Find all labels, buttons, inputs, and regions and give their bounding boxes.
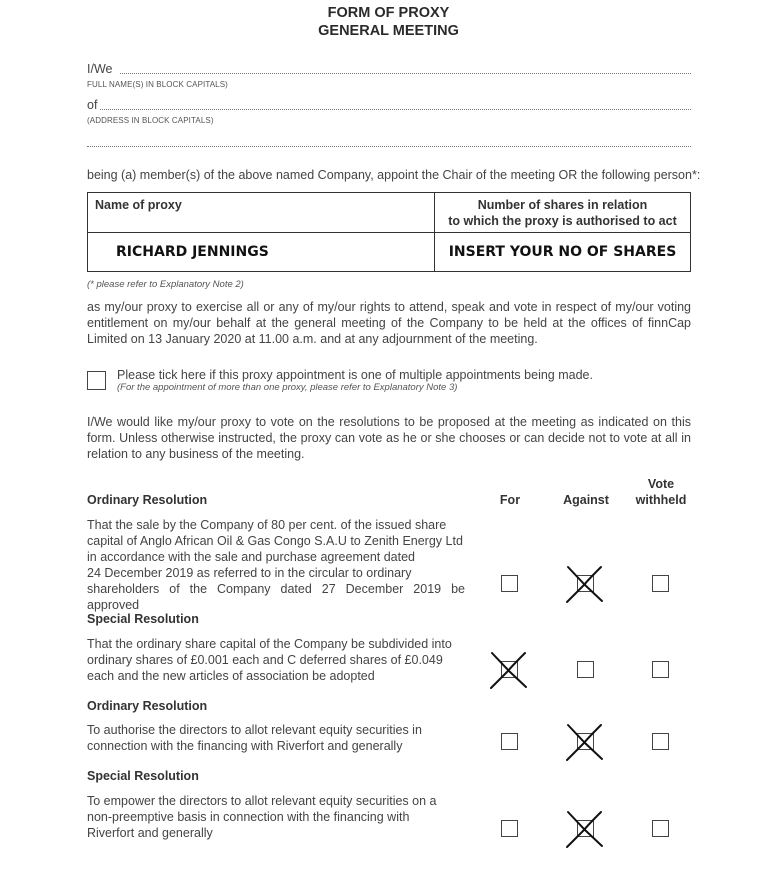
resolution-3-for-checkbox[interactable] xyxy=(501,733,518,750)
resolution-3-text xyxy=(87,722,465,754)
resolution-3-type: Ordinary Resolution xyxy=(87,699,208,713)
resolution-1-line-3: in accordance with the sale and purchase agreement dated xyxy=(87,550,415,564)
multiple-appointments-label: Please tick here if this proxy appointment is one of multiple appointments being made. xyxy=(117,368,593,382)
resolution-4-cross-mark xyxy=(563,809,607,849)
resolution-2-line-2: ordinary shares of £0.001 each and C deferred shares of £0.049 xyxy=(87,653,443,667)
multiple-appointments-note: (For the appointment of more than one proxy, please refer to Explanatory Note 3) xyxy=(117,382,458,393)
proxy-name-value[interactable]: RICHARD JENNINGS xyxy=(88,233,435,272)
address-field-line2[interactable] xyxy=(87,146,691,147)
resolution-3-cross-mark xyxy=(563,722,607,762)
shares-header-line1: Number of shares in relation xyxy=(477,198,648,212)
address-field[interactable] xyxy=(100,109,691,110)
resolution-1-line-2: capital of Anglo African Oil & Gas Congo S.A.U to Zenith Energy Ltd xyxy=(87,534,463,548)
name-field[interactable] xyxy=(120,73,691,74)
shares-value[interactable]: INSERT YOUR NO OF SHARES xyxy=(435,233,691,272)
resolution-1-for-checkbox[interactable] xyxy=(501,575,518,592)
name-hint: FULL NAME(S) IN BLOCK CAPITALS) xyxy=(87,80,228,89)
withheld-column-header-line2: withheld xyxy=(635,493,687,507)
resolution-3-line-2: connection with the financing with Riverfort and generally xyxy=(87,739,403,753)
proxy-text: as my/our proxy to exercise all or any of my/our rights to attend, speak and vote in respect of my/our voting entitlement on my/our behalf at the general meeting of the Company to be held at the offices of finnCap Limited on 13 January 2020 at 11.00 a.m. and at any adjournment of the meeting. xyxy=(87,300,691,346)
resolution-4-for-checkbox[interactable] xyxy=(501,820,518,837)
resolution-1-line-1: That the sale by the Company of 80 per cent. of the issued share xyxy=(87,518,447,532)
address-hint: (ADDRESS IN BLOCK CAPITALS) xyxy=(87,116,214,125)
resolution-2-against-checkbox[interactable] xyxy=(577,661,594,678)
shares-header xyxy=(435,193,691,233)
withheld-column-header-line1: Vote xyxy=(647,477,675,491)
address-label: of xyxy=(87,98,98,112)
shares-header-line2: to which the proxy is authorised to act xyxy=(448,214,677,228)
form-subtitle: GENERAL MEETING xyxy=(318,23,459,39)
resolution-3-withheld-checkbox[interactable] xyxy=(652,733,669,750)
multiple-appointments-checkbox[interactable] xyxy=(87,371,106,390)
proxy-table xyxy=(87,192,691,272)
resolution-2-type: Special Resolution xyxy=(87,612,199,626)
explanatory-note-2: (* please refer to Explanatory Note 2) xyxy=(87,279,244,290)
resolution-1-line-5: shareholders of the Company dated 27 December 2019 be approved xyxy=(87,582,465,612)
resolution-3-line-1: To authorise the directors to allot relevant equity securities in xyxy=(87,723,422,737)
for-column-header: For xyxy=(499,493,521,507)
appoint-text: being (a) member(s) of the above named Company, appoint the Chair of the meeting OR the following person*: xyxy=(87,168,701,182)
resolution-4-withheld-checkbox[interactable] xyxy=(652,820,669,837)
resolution-2-line-1: That the ordinary share capital of the Company be subdivided into xyxy=(87,637,452,651)
resolution-4-line-2: non-preemptive basis in connection with the financing with xyxy=(87,810,410,824)
resolution-2-withheld-checkbox[interactable] xyxy=(652,661,669,678)
resolution-1-withheld-checkbox[interactable] xyxy=(652,575,669,592)
form-title: FORM OF PROXY xyxy=(327,5,450,21)
resolution-4-text xyxy=(87,793,465,841)
resolution-1-type: Ordinary Resolution xyxy=(87,493,208,507)
resolution-2-line-3: each and the new articles of association be adopted xyxy=(87,669,375,683)
resolution-2-text xyxy=(87,636,465,684)
resolution-4-line-1: To empower the directors to allot relevant equity securities on a xyxy=(87,794,437,808)
resolution-1-cross-mark xyxy=(563,564,607,604)
resolution-4-line-3: Riverfort and generally xyxy=(87,826,213,840)
name-label: I/We xyxy=(87,62,113,76)
resolution-1-text xyxy=(87,517,465,613)
against-column-header: Against xyxy=(563,493,609,507)
proxy-name-header: Name of proxy xyxy=(88,193,435,233)
resolution-4-type: Special Resolution xyxy=(87,769,199,783)
vote-instructions: I/We would like my/our proxy to vote on the resolutions to be proposed at the meeting as indicated on this form. Unless otherwise instructed, the proxy can vote as he or she chooses or can decide not to vote at all in relation to any business of the meeting. xyxy=(87,415,691,461)
resolution-1-line-4: 24 December 2019 as referred to in the circular to ordinary xyxy=(87,566,412,580)
resolution-2-cross-mark xyxy=(487,650,531,690)
